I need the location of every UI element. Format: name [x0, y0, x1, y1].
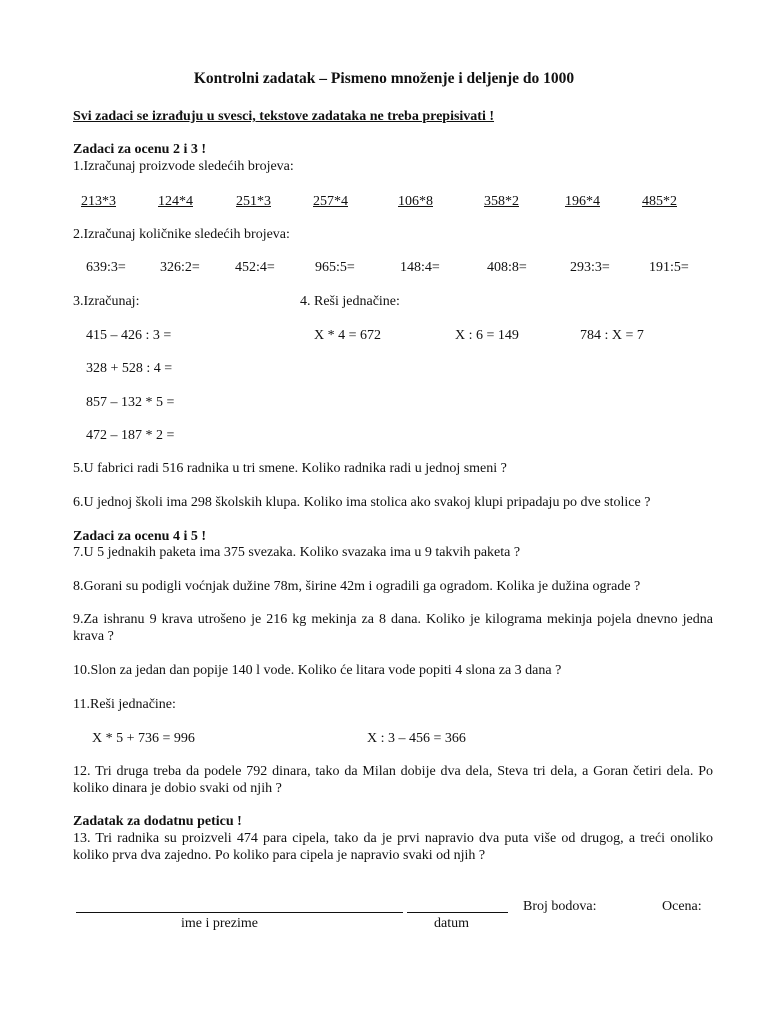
task-12-text: 12. Tri druga treba da podele 792 dinara, tako da Milan dobije dva dela, Steva tri dela, a Goran četiri dela. Po koliko dinara je dobio svaki od njih ? — [73, 764, 713, 796]
expression-item: 857 – 132 * 5 = — [86, 395, 175, 410]
points-label: Broj bodova: — [523, 899, 597, 914]
product-item: 124*4 — [158, 194, 193, 209]
product-item: 251*3 — [236, 194, 271, 209]
task-11-text: 11.Reši jednačine: — [73, 697, 176, 712]
expression-item: 472 – 187 * 2 = — [86, 428, 175, 443]
name-signature-line — [76, 912, 403, 913]
section-heading-2-3: Zadaci za ocenu 2 i 3 ! — [73, 142, 206, 157]
quotient-item: 293:3= — [570, 260, 610, 275]
equation-item: 784 : X = 7 — [580, 328, 644, 343]
instruction: Svi zadaci se izrađuju u svesci, tekstove zadataka ne treba prepisivati ! — [73, 109, 495, 124]
equation-item: X * 5 + 736 = 996 — [92, 731, 195, 746]
product-item: 106*8 — [398, 194, 433, 209]
quotient-item: 639:3= — [86, 260, 126, 275]
product-item: 213*3 — [81, 194, 116, 209]
quotient-item: 965:5= — [315, 260, 355, 275]
task-10-text: 10.Slon za jedan dan popije 140 l vode. Koliko će litara vode popiti 4 slona za 3 dana ? — [73, 663, 562, 678]
equation-item: X : 3 – 456 = 366 — [367, 731, 466, 746]
quotient-item: 191:5= — [649, 260, 689, 275]
quotient-item: 326:2= — [160, 260, 200, 275]
product-item: 257*4 — [313, 194, 348, 209]
grade-label: Ocena: — [662, 899, 702, 914]
quotient-item: 452:4= — [235, 260, 275, 275]
task-3-text: 3.Izračunaj: — [73, 294, 140, 309]
equation-item: X * 4 = 672 — [314, 328, 382, 343]
task-8-text: 8.Gorani su podigli voćnjak dužine 78m, širine 42m i ogradili ga ogradom. Kolika je dužina ograde ? — [73, 579, 641, 594]
expression-item: 415 – 426 : 3 = — [86, 328, 172, 343]
task-6-text: 6.U jednoj školi ima 298 školskih klupa. Koliko ima stolica ako svakoj klupi pripadaju po dve stolice ? — [73, 495, 651, 510]
task-1-text: 1.Izračunaj proizvode sledećih brojeva: — [73, 159, 294, 174]
section-heading-4-5: Zadaci za ocenu 4 i 5 ! — [73, 529, 206, 544]
quotient-item: 408:8= — [487, 260, 527, 275]
product-item: 196*4 — [565, 194, 600, 209]
quotient-item: 148:4= — [400, 260, 440, 275]
task-7-text: 7.U 5 jednakih paketa ima 375 svezaka. Koliko svazaka ima u 9 takvih paketa ? — [73, 545, 521, 560]
date-signature-line — [407, 912, 508, 913]
task-2-text: 2.Izračunaj količnike sledećih brojeva: — [73, 227, 290, 242]
date-label: datum — [434, 916, 469, 931]
expression-item: 328 + 528 : 4 = — [86, 361, 173, 376]
task-9-text: 9.Za ishranu 9 krava utrošeno je 216 kg mekinja za 8 dana. Koliko je kilograma mekinja pojela dnevno jedna krava ? — [73, 612, 713, 644]
product-item: 485*2 — [642, 194, 677, 209]
page-title: Kontrolni zadatak – Pismeno množenje i deljenje do 1000 — [193, 70, 575, 87]
task-4-text: 4. Reši jednačine: — [300, 294, 400, 309]
equation-item: X : 6 = 149 — [455, 328, 519, 343]
name-label: ime i prezime — [181, 916, 258, 931]
task-13-text: 13. Tri radnika su proizveli 474 para cipela, tako da je prvi napravio dva puta više od drugog, a treći onoliko koliko prva dva zajedno. Po koliko para cipela je napravio svaki od njih ? — [73, 831, 713, 863]
task-5-text: 5.U fabrici radi 516 radnika u tri smene. Koliko radnika radi u jednoj smeni ? — [73, 461, 507, 476]
product-item: 358*2 — [484, 194, 519, 209]
section-heading-bonus: Zadatak za dodatnu peticu ! — [73, 814, 242, 829]
